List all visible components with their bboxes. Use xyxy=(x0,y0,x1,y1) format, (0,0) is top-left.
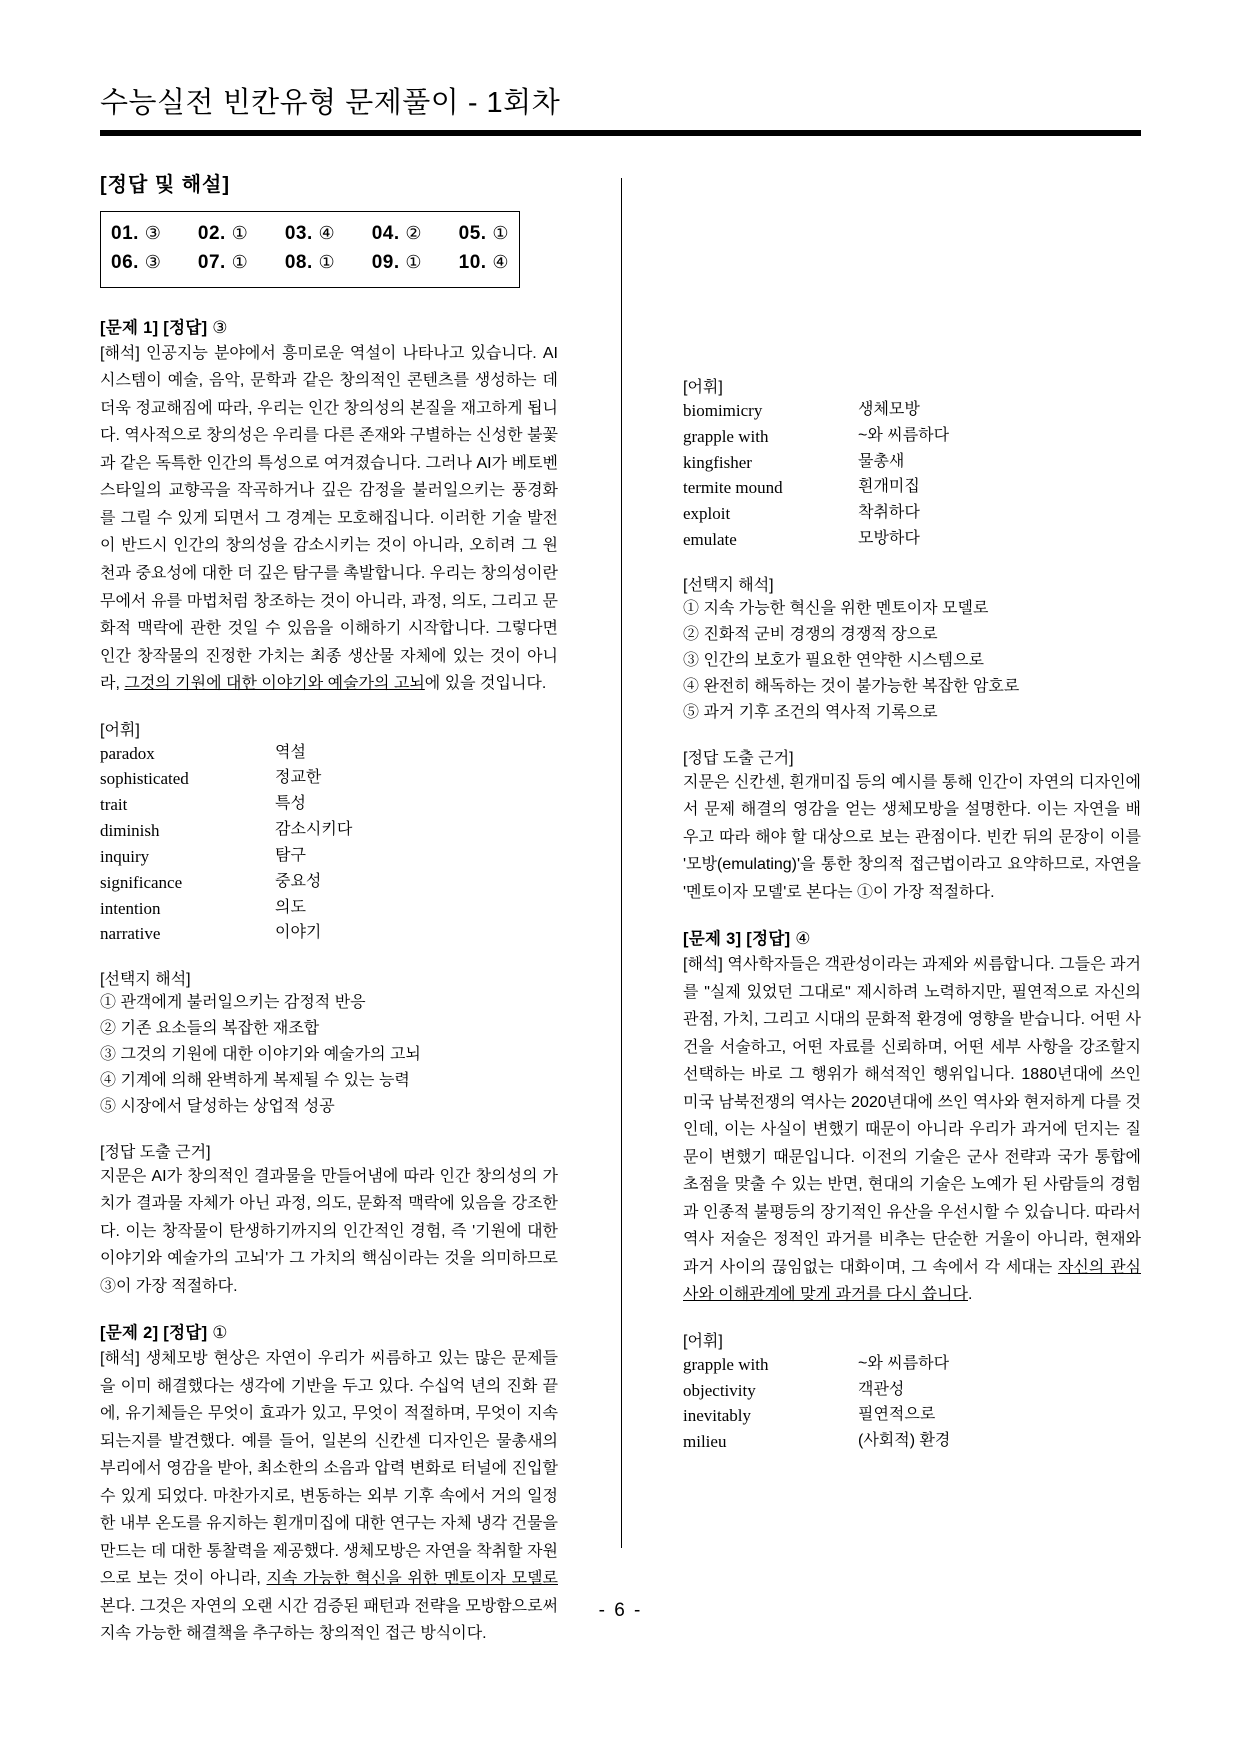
right-column xyxy=(683,168,1141,1553)
left-column xyxy=(100,168,558,1643)
answer-key-heading: [정답 및 해설] xyxy=(100,174,231,196)
problem-1-rationale-label: [정답 도출 근거] xyxy=(100,1143,211,1161)
title-divider-rule xyxy=(100,130,1141,136)
problem-2-heading: [문제 2] [정답] ① xyxy=(100,1323,228,1343)
choice-item: ③ 그것의 기원에 대한 이야기와 예술가의 고뇌 xyxy=(100,1046,421,1064)
vocab-row: milieu (사회적) 환경 xyxy=(683,1432,951,1452)
vocab-row: paradox 역설 xyxy=(100,743,306,763)
answer-cell: 05. ① xyxy=(458,223,509,244)
document-header xyxy=(100,86,1141,136)
spacer xyxy=(683,726,1141,745)
vocab-row: sophisticated 정교한 xyxy=(100,769,322,789)
vocab-row: emulate 모방하다 xyxy=(683,530,920,550)
vocab-row: exploit 착취하다 xyxy=(683,504,920,524)
problem-1-choices-label: [선택지 해석] xyxy=(100,971,191,989)
page-number: - 6 - xyxy=(598,1600,643,1621)
answer-cell: 10. ④ xyxy=(458,252,509,274)
problem-1-vocab-label: [어휘] xyxy=(100,721,140,739)
vocab-row: inevitably 필연적으로 xyxy=(683,1406,936,1426)
choice-item: ⑤ 시장에서 달성하는 상업적 성공 xyxy=(100,1097,335,1115)
problem-1-rationale: 지문은 AI가 창의적인 결과물을 만들어냄에 따라 인간 창의성의 가치가 결과물 자체가 아닌 과정, 의도, 문화적 맥락에 있음을 강조한다. 이는 창작물이 탄생하기까지의 인간적인 경험, 즉 '기원에 대한 이야기와 예술가의 고뇌'가 그 가치의 핵심이라는 것을 의미하므로 ③이 가장 적절하다. xyxy=(100,1167,558,1295)
choice-item: ④ 완전히 해독하는 것이 불가능한 복잡한 암호로 xyxy=(683,677,1020,695)
problem-2-choices-label: [선택지 해석] xyxy=(683,576,774,594)
problem-1-vocab-table xyxy=(100,741,558,948)
spacer xyxy=(100,1120,558,1139)
problem-1-heading: [문제 1] [정답] ③ xyxy=(100,317,228,337)
answer-cell: 04. ② xyxy=(371,223,423,244)
answer-cell: 06. ③ xyxy=(111,252,162,274)
two-column-body xyxy=(100,168,1141,1643)
problem-2-translation: [해석] 생체모방 현상은 자연이 우리가 씨름하고 있는 많은 문제들을 이미 해결했다는 생각에 기반을 두고 있다. 수십억 년의 진화 끝에, 유기체들은 무엇이 효과가 있고, 무엇이 적절하며, 무엇이 지속되는지를 발견했다. 예를 들어, 일본의 신칸센 디자인은 물총새의 부리에서 영감을 받아, 최소한의 소음과 압력 변화로 터널에 진입할 수 있게 되었다. 마찬가지로, 변동하는 외부 기후 속에서 거의 일정한 내부 온도를 유지하는 흰개미집에 대한 연구는 자체 냉각 건물을 만드는 데 대한 통찰력을 제공했다. 생체모방은 자연을 착취할 자원으로 보는 것이 아니라, 지속 가능한 혁신을 위한 멘토이자 모델로 본다. 그것은 자연의 오랜 시간 검증된 패턴과 전략을 모방함으로써 지속 가능한 해결책을 추구하는 창의적인 접근 방식이다. xyxy=(100,1350,558,1643)
spacer xyxy=(100,1300,558,1319)
vocab-row: termite mound 흰개미집 xyxy=(683,478,920,498)
answer-cell: 01. ③ xyxy=(111,223,162,244)
answer-cell: 09. ① xyxy=(371,252,423,274)
problem-3-heading: [문제 3] [정답] ④ xyxy=(683,929,811,949)
choice-item: ② 기존 요소들의 복잡한 재조합 xyxy=(100,1020,320,1038)
problem-2-vocab-table xyxy=(683,398,1141,553)
choice-item: ① 관객에게 불러일으키는 감정적 반응 xyxy=(100,994,366,1012)
vocab-row: inquiry 탐구 xyxy=(100,846,306,866)
answer-key-row xyxy=(111,219,509,248)
column-divider-rule xyxy=(621,178,622,1548)
choice-item: ⑤ 과거 기후 조건의 역사적 기록으로 xyxy=(683,703,938,721)
spacer xyxy=(683,906,1141,925)
problem-2-rationale-label: [정답 도출 근거] xyxy=(683,749,794,767)
page-title: 수능실전 빈칸유형 문제풀이 - 1회차 xyxy=(100,87,561,119)
answer-cell: 02. ① xyxy=(197,223,249,244)
problem-2-vocab-label: [어휘] xyxy=(683,379,723,396)
answer-key-box xyxy=(100,211,520,288)
choice-item: ② 진화적 군비 경쟁의 경쟁적 장으로 xyxy=(683,625,938,643)
answer-cell: 08. ① xyxy=(284,252,336,274)
vocab-row: objectivity 객관성 xyxy=(683,1380,905,1400)
spacer xyxy=(683,1309,1141,1328)
vocab-row: kingfisher 물총새 xyxy=(683,452,905,472)
vocab-row: diminish 감소시키다 xyxy=(100,821,353,841)
problem-1-choices xyxy=(100,990,558,1120)
answer-cell: 03. ④ xyxy=(284,223,336,244)
problem-1-translation: [해석] 인공지능 분야에서 흥미로운 역설이 나타나고 있습니다. AI 시스템이 예술, 음악, 문학과 같은 창의적인 콘텐츠를 생성하는 데 더욱 정교해짐에 따라, 우리는 인간 창의성의 본질을 재고하게 됩니다. 역사적으로 창의성은 우리를 다른 존재와 구별하는 신성한 불꽃과 같은 독특한 인간의 특성으로 여겨졌습니다. 그러나 AI가 베토벤 스타일의 교향곡을 작곡하거나 깊은 감정을 불러일으키는 풍경화를 그릴 수 있게 되면서 그 경계는 모호해집니다. 이러한 기술 발전이 반드시 인간의 창의성을 감소시키는 것이 아니라, 오히려 그 원천과 중요성에 대한 더 깊은 탐구를 촉발합니다. 우리는 창의성이란 무에서 유를 마법처럼 창조하는 것이 아니라, 과정, 의도, 그리고 문화적 맥락에 관한 것일 수 있음을 이해하기 시작합니다. 그렇다면 인간 창작물의 진정한 가치는 최종 생산물 자체에 있는 것이 아니라, 그것의 기원에 대한 이야기와 예술가의 고뇌에 있을 것입니다. xyxy=(100,344,558,693)
vocab-row: narrative 이야기 xyxy=(100,924,322,944)
vocab-row: significance 중요성 xyxy=(100,872,322,892)
vocab-row: biomimicry 생체모방 xyxy=(683,401,920,420)
spacer xyxy=(683,553,1141,572)
vocab-row: grapple with ~와 씨름하다 xyxy=(683,426,950,446)
spacer xyxy=(100,947,558,966)
choice-item: ④ 기계에 의해 완벽하게 복제될 수 있는 능력 xyxy=(100,1071,410,1089)
vocab-row: intention 의도 xyxy=(100,898,306,918)
spacer xyxy=(100,698,558,717)
vocab-row: grapple with ~와 씨름하다 xyxy=(683,1354,950,1374)
problem-3-translation: [해석] 역사학자들은 객관성이라는 과제와 씨름합니다. 그들은 과거를 "실제 있었던 그대로" 제시하려 노력하지만, 필연적으로 자신의 관점, 가치, 그리고 시대의 문화적 환경에 영향을 받습니다. 어떤 사건을 서술하고, 어떤 자료를 신뢰하며, 어떤 세부 사항을 강조할지 선택하는 바로 그 행위가 해석적인 행위입니다. 1880년대에 쓰인 미국 남북전쟁의 역사는 2020년대에 쓰인 역사와 현저하게 다를 것인데, 이는 사실이 변했기 때문이 아니라 우리가 과거에 던지는 질문이 변했기 때문입니다. 이전의 기술은 군사 전략과 국가 통합에 초점을 맞출 수 있는 반면, 현대의 기술은 노예가 된 사람들의 경험과 인종적 불평등의 장기적인 유산을 우선시할 수 있습니다. 따라서 역사 저술은 정적인 과거를 비추는 단순한 거울이 아니라, 현재와 과거 사이의 끊임없는 대화이며, 그 속에서 각 세대는 자신의 관심사와 이해관계에 맞게 과거를 다시 씁니다. xyxy=(683,956,1141,1304)
choice-item: ① 지속 가능한 혁신을 위한 멘토이자 모델로 xyxy=(683,599,989,617)
vocab-row: trait 특성 xyxy=(100,795,306,815)
answer-key-row xyxy=(111,248,509,277)
problem-2-rationale: 지문은 신칸센, 흰개미집 등의 예시를 통해 인간이 자연의 디자인에서 문제 해결의 영감을 얻는 생체모방을 설명한다. 이는 자연을 배우고 따라 해야 할 대상으로 보는 관점이다. 빈칸 뒤의 문장이 이를 '모방(emulating)'을 통한 창의적 접근법이라고 요약하므로, 자연을 '멘토이자 모델'로 본다는 ①이 가장 적절하다. xyxy=(683,773,1141,901)
problem-2-choices xyxy=(683,596,1141,726)
answer-cell: 07. ① xyxy=(197,252,249,274)
choice-item: ③ 인간의 보호가 필요한 연약한 시스템으로 xyxy=(683,651,984,669)
problem-3-vocab-label: [어휘] xyxy=(683,1332,723,1350)
problem-3-vocab-table xyxy=(683,1352,1141,1455)
